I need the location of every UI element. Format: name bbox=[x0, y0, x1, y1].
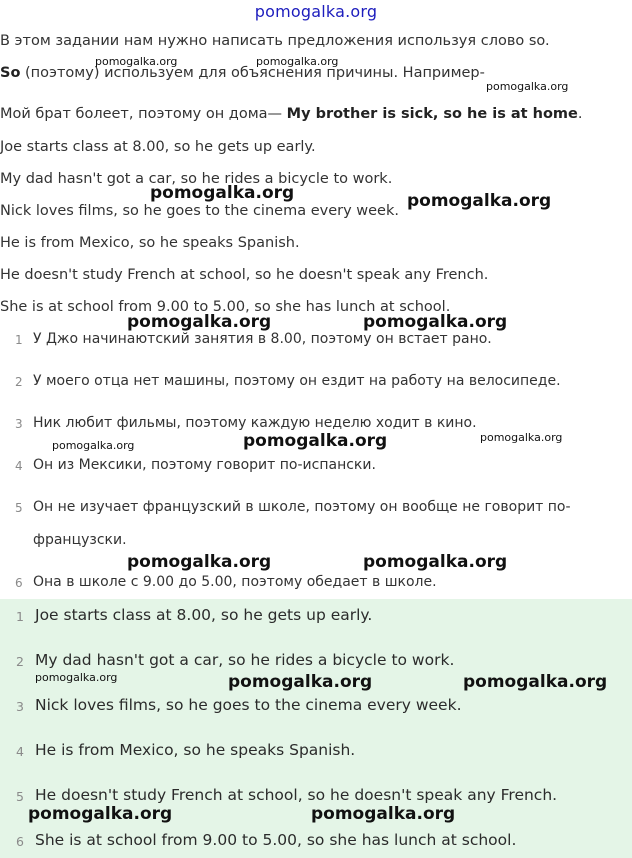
example-sentence: Nick loves films, so he goes to the cinema every week. bbox=[0, 203, 399, 219]
answer-item: Nick loves films, so he goes to the cinema every week. bbox=[35, 696, 462, 714]
intro-line-2-text: (поэтому) используем для объяснения причины. Например- bbox=[20, 65, 485, 81]
intro-example-end: . bbox=[577, 106, 583, 122]
watermark: pomogalka.org bbox=[311, 804, 456, 824]
answer-item: He is from Mexico, so he speaks Spanish. bbox=[35, 741, 356, 759]
answer-number: 4 bbox=[16, 744, 24, 759]
watermark: pomogalka.org bbox=[127, 312, 272, 332]
intro-example bbox=[0, 106, 583, 122]
intro-example-ru: Мой брат болеет, поэтому он дома— bbox=[0, 106, 287, 122]
answer-number: 2 bbox=[16, 654, 24, 669]
watermark: pomogalka.org bbox=[127, 552, 272, 572]
translation-item-continued: французски. bbox=[33, 532, 127, 548]
watermark: pomogalka.org bbox=[28, 804, 173, 824]
answer-item: She is at school from 9.00 to 5.00, so she has lunch at school. bbox=[35, 831, 517, 849]
translation-number: 3 bbox=[15, 417, 23, 431]
example-sentence: He is from Mexico, so he speaks Spanish. bbox=[0, 235, 300, 251]
intro-example-en: My brother is sick, so he is at home bbox=[286, 106, 578, 122]
example-sentence: Joe starts class at 8.00, so he gets up early. bbox=[0, 139, 316, 155]
watermark: pomogalka.org bbox=[463, 672, 608, 692]
answer-item: He doesn't study French at school, so he doesn't speak any French. bbox=[35, 786, 558, 804]
example-sentence: She is at school from 9.00 to 5.00, so she has lunch at school. bbox=[0, 299, 451, 315]
answer-number: 3 bbox=[16, 699, 24, 714]
answer-item: My dad hasn't got a car, so he rides a bicycle to work. bbox=[35, 651, 455, 669]
watermark: pomogalka.org bbox=[363, 552, 508, 572]
answer-number: 1 bbox=[16, 609, 24, 624]
example-sentence: My dad hasn't got a car, so he rides a bicycle to work. bbox=[0, 171, 393, 187]
translation-item: У Джо начинаютский занятия в 8.00, поэтому он встает рано. bbox=[33, 331, 492, 347]
watermark: pomogalka.org bbox=[52, 439, 135, 452]
translation-number: 2 bbox=[15, 375, 23, 389]
watermark: pomogalka.org bbox=[256, 55, 339, 68]
translation-item: Она в школе с 9.00 до 5.00, поэтому обедает в школе. bbox=[33, 574, 437, 590]
translation-number: 6 bbox=[15, 576, 23, 590]
translation-item: У моего отца нет машины, поэтому он ездит на работу на велосипеде. bbox=[33, 373, 561, 389]
answer-item: Joe starts class at 8.00, so he gets up early. bbox=[35, 606, 373, 624]
intro-so-bold: So bbox=[0, 65, 21, 81]
answer-number: 6 bbox=[16, 834, 24, 849]
translation-item: Он из Мексики, поэтому говорит по-испански. bbox=[33, 457, 376, 473]
watermark: pomogalka.org bbox=[35, 671, 118, 684]
translation-number: 5 bbox=[15, 501, 23, 515]
site-header-link[interactable]: pomogalka.org bbox=[254, 2, 378, 21]
translation-item: Он не изучает французский в школе, поэтому он вообще не говорит по- bbox=[33, 499, 571, 515]
translation-item: Ник любит фильмы, поэтому каждую неделю ходит в кино. bbox=[33, 415, 477, 431]
watermark: pomogalka.org bbox=[363, 312, 508, 332]
watermark: pomogalka.org bbox=[486, 80, 569, 93]
watermark: pomogalka.org bbox=[480, 431, 563, 444]
translation-number: 1 bbox=[15, 333, 23, 347]
translation-number: 4 bbox=[15, 459, 23, 473]
example-sentence: He doesn't study French at school, so he doesn't speak any French. bbox=[0, 267, 489, 283]
intro-line-1: В этом задании нам нужно написать предложения используя слово so. bbox=[0, 33, 550, 49]
watermark: pomogalka.org bbox=[95, 55, 178, 68]
answer-number: 5 bbox=[16, 789, 24, 804]
intro-line-2 bbox=[0, 65, 485, 81]
watermark: pomogalka.org bbox=[243, 431, 388, 451]
watermark: pomogalka.org bbox=[228, 672, 373, 692]
watermark: pomogalka.org bbox=[407, 191, 552, 211]
watermark: pomogalka.org bbox=[150, 183, 295, 203]
